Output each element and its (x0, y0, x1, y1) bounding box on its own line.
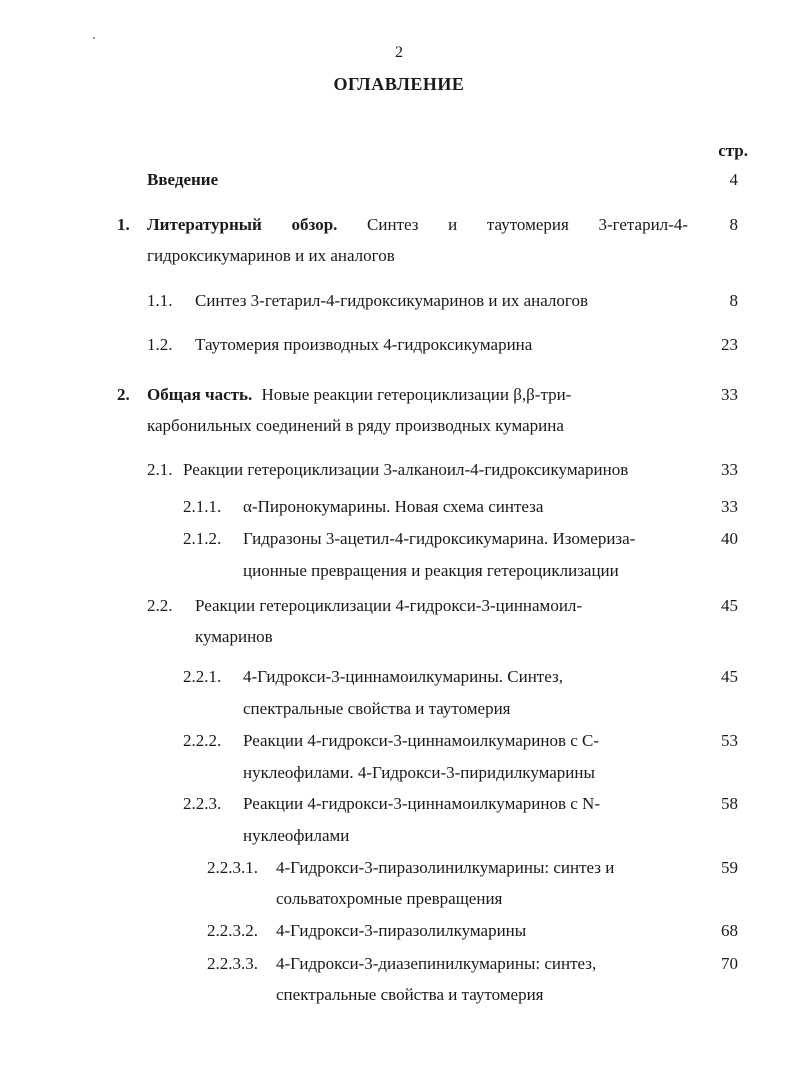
toc-intro-label: Введение (147, 170, 219, 189)
toc-s2-2-3-3-page: 70 (721, 954, 738, 973)
toc-s2-1-page: 33 (721, 460, 738, 479)
toc-s1-2-number: 1.2. (147, 335, 173, 354)
toc-intro-page: 4 (729, 170, 738, 189)
toc-s2-2-3-1-line2: сольватохромные превращения (276, 889, 503, 908)
toc-s1-line2: гидроксикумаринов и их аналогов (147, 246, 395, 265)
toc-s1-2-text: Таутомерия производных 4-гидроксикумарина (195, 335, 533, 354)
toc-s1-word: таутомерия (486, 215, 569, 234)
toc-s2-1-2-number: 2.1.2. (183, 529, 222, 548)
toc-s2-number: 2. (117, 385, 130, 404)
toc-s2-2-3-2-text: 4-Гидрокси-3-пиразолилкумарины (276, 921, 527, 940)
toc-s2-2-3-2-page: 68 (721, 921, 738, 940)
toc-s1-word: и (448, 215, 458, 234)
toc-s1-page: 8 (729, 215, 738, 234)
page-column-header: стр. (718, 141, 748, 160)
toc-s1-1-number: 1.1. (147, 291, 173, 310)
toc-s2-2-2-number: 2.2.2. (183, 731, 222, 750)
toc-s2-2-3-3-line1: 4-Гидрокси-3-диазепинилкумарины: синтез, (276, 954, 597, 973)
toc-s2-2-3-number: 2.2.3. (183, 794, 222, 813)
toc-s2-2-1-line2: спектральные свойства и таутомерия (243, 699, 511, 718)
toc-s2-2-line1: Реакции гетероциклизации 4-гидрокси-3-циннамоил- (195, 596, 583, 615)
toc-s2-2-line2: кумаринов (195, 627, 273, 646)
scan-speck (93, 37, 95, 39)
toc-s1-2-page: 23 (721, 335, 738, 354)
toc-s2-2-3-1-number: 2.2.3.1. (207, 858, 258, 877)
toc-s2-2-3-page: 58 (721, 794, 738, 813)
toc-s2-2-number: 2.2. (147, 596, 173, 615)
toc-s2-line2: карбонильных соединений в ряду производных кумарина (147, 416, 564, 435)
toc-s2-1-2-page: 40 (721, 529, 738, 548)
toc-s2-2-3-1-page: 59 (721, 858, 738, 877)
toc-s1-word: Литературный (147, 215, 262, 234)
toc-s1-word: 3-гетарил-4- (598, 215, 688, 234)
toc-s2-2-3-line2: нуклеофилами (243, 826, 350, 845)
toc-s2-1-2-line1: Гидразоны 3-ацетил-4-гидроксикумарина. Изомериза- (243, 529, 636, 548)
toc-s1-word: Синтез (367, 215, 419, 234)
toc-s2-1-text: Реакции гетероциклизации 3-алканоил-4-гидроксикумаринов (183, 460, 629, 479)
toc-s1-1-text: Синтез 3-гетарил-4-гидроксикумаринов и их аналогов (195, 291, 588, 310)
toc-s2-text: Новые реакции гетероциклизации β,β-три- (261, 385, 572, 404)
toc-s2-2-2-line2: нуклеофилами. 4-Гидрокси-3-пиридилкумарины (243, 763, 595, 782)
toc-s2-2-3-2-number: 2.2.3.2. (207, 921, 258, 940)
toc-s2-2-3-3-number: 2.2.3.3. (207, 954, 258, 973)
toc-s2-2-page: 45 (721, 596, 738, 615)
toc-s1-line1 (147, 215, 688, 235)
toc-s2-1-1-number: 2.1.1. (183, 497, 222, 516)
page-number: 2 (395, 44, 403, 61)
toc-s2-1-1-page: 33 (721, 497, 738, 516)
toc-s2-2-3-1-line1: 4-Гидрокси-3-пиразолинилкумарины: синтез и (276, 858, 615, 877)
toc-s2-2-1-page: 45 (721, 667, 738, 686)
toc-s1-number: 1. (117, 215, 130, 234)
toc-s2-2-1-line1: 4-Гидрокси-3-циннамоилкумарины. Синтез, (243, 667, 563, 686)
toc-s1-1-page: 8 (729, 291, 738, 310)
toc-s2-2-2-line1: Реакции 4-гидрокси-3-циннамоилкумаринов с С- (243, 731, 600, 750)
toc-s1-word: обзор. (291, 215, 338, 234)
page-title: ОГЛАВЛЕНИЕ (333, 74, 465, 94)
toc-s2-bold: Общая часть. (147, 385, 253, 404)
toc-s2-1-1-text: α-Пиронокумарины. Новая схема синтеза (243, 497, 544, 516)
toc-s2-page: 33 (721, 385, 738, 404)
toc-s2-2-2-page: 53 (721, 731, 738, 750)
toc-s2-2-3-3-line2: спектральные свойства и таутомерия (276, 985, 544, 1004)
toc-s2-line1 (147, 385, 571, 405)
toc-s2-2-3-line1: Реакции 4-гидрокси-3-циннамоилкумаринов с N- (243, 794, 600, 813)
toc-s2-1-number: 2.1. (147, 460, 173, 479)
toc-s2-1-2-line2: ционные превращения и реакция гетероциклизации (243, 561, 619, 580)
toc-s2-2-1-number: 2.2.1. (183, 667, 222, 686)
